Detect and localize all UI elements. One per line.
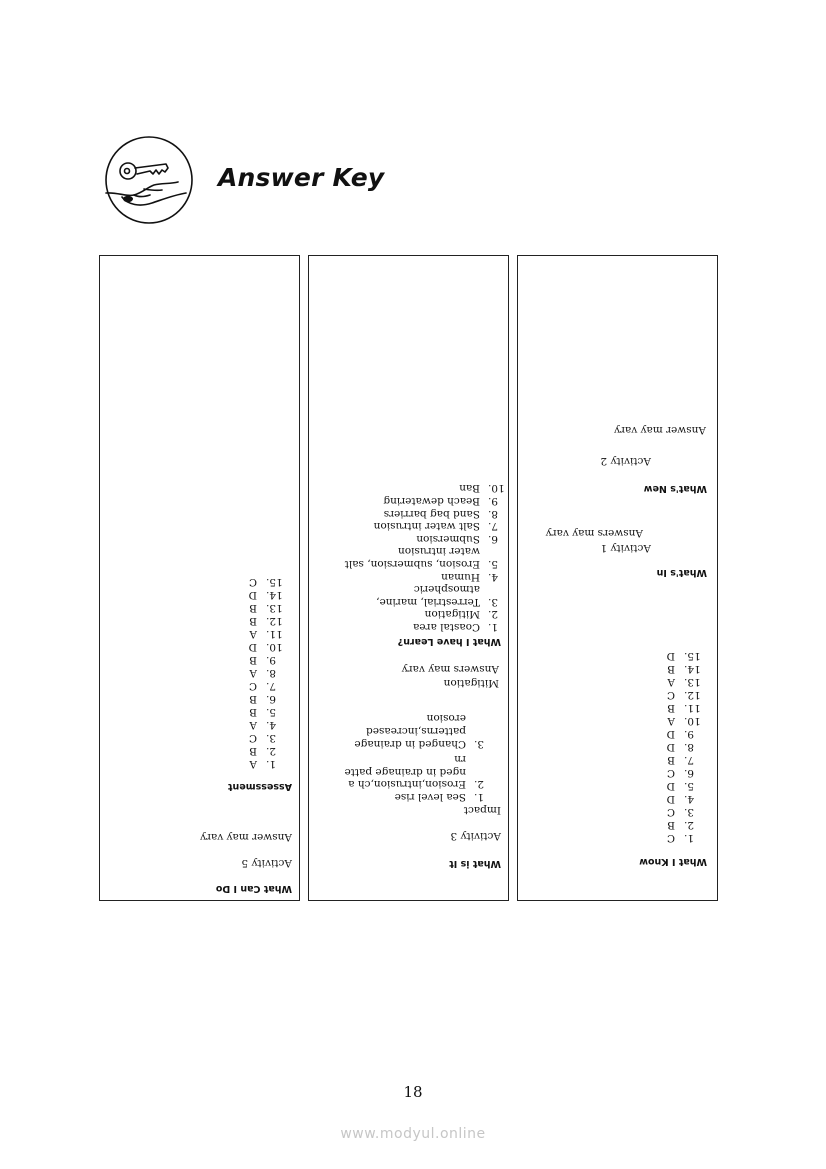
assessment-answer-list [249,575,290,770]
heading-whats-in: What's In [656,567,707,578]
activity-label: Activity 2 [600,455,651,467]
watermark: www.modyul.online [340,1126,486,1142]
panel-what-can-i-do-assessment [99,255,300,901]
list-item: 2. Mitigation [424,608,499,621]
list-item: 2. Erosion,intrusion,ch anged in drainage pattern [344,753,485,791]
list-item: 3. Changed in drainage patterns,increased erosion [354,712,485,750]
list-item: 10. D [248,641,283,653]
list-item: 2. B [249,745,277,757]
list-item: 14. B [667,663,701,675]
impact-list [316,712,491,803]
page-title: Answer Key [218,163,385,192]
heading-whats-new: What's New [643,483,707,494]
heading-what-i-have-learned: What I have Learn? [397,636,501,647]
list-item: 3. C [666,806,695,818]
list-item: 9. Beach dewatering [383,495,499,508]
note-text: Answer may vary [614,424,706,436]
heading-what-can-i-do: What Can I Do [215,883,292,894]
list-item: 4. A [249,719,277,731]
list-item: 13. B [249,602,283,614]
panel-what-is-it-what-i-have-learned [308,255,509,901]
activity-label: Activity 1 [600,542,651,554]
impact-label: Impact [463,804,501,816]
list-item: 4. D [666,793,695,805]
list-item: 5. B [249,706,277,718]
heading-assessment: Assessment [227,781,292,792]
list-item: 14. D [248,589,283,601]
panel-what-i-know-whats-in-whats-new [517,255,718,901]
list-item: 11. B [667,702,701,714]
list-item: 12. C [666,689,701,701]
list-item: 1. Sea level rise [394,791,485,803]
list-item: 10. A [667,715,701,727]
list-item: 8. D [666,741,695,753]
list-item: 15. D [666,650,701,662]
list-item: 5. Erosion, submersion, salt water intrusion [344,545,499,571]
list-item: 7. Salt water intrusion [373,520,499,533]
page-number: 18 [403,1083,423,1101]
list-item: 9. B [249,654,277,666]
list-item: 6. Submersion [416,532,499,545]
list-item: 7. B [667,754,695,766]
note-text: Answer may vary [200,831,292,843]
learned-list [315,482,505,633]
heading-what-is-it: What is It [449,858,501,869]
list-item: 8. Sand bag barriers [383,507,499,520]
list-item: 12. B [249,615,283,627]
activity-label: Activity 3 [450,830,501,842]
list-item: 7. C [248,680,277,692]
note-text: Answers may vary [545,527,643,539]
key-in-hand-icon [104,135,194,225]
list-item: 15. C [248,576,283,588]
list-item: 11. A [249,628,283,640]
list-item: 13. A [667,676,701,688]
what-i-know-answer-list [667,649,708,844]
list-item: 4. Human [441,570,499,583]
heading-what-i-know: What I Know [639,856,707,867]
list-item: 10. Ban [459,482,505,495]
list-item: 8. A [249,667,277,679]
list-item: 9. D [666,728,695,740]
list-item: 6. B [249,693,277,705]
list-item: 2. B [667,819,695,831]
list-item: 3. Terrestrial, marine, atmospheric [376,583,499,608]
list-item: 1. Coastal area [413,621,499,633]
list-item: 1. A [249,758,277,770]
note-text: Answers may vary [401,663,499,675]
list-item: 1. C [666,832,695,844]
activity-label: Activity 5 [241,857,292,869]
list-item: 5. D [666,780,695,792]
list-item: 6. C [666,767,695,779]
list-item: 3. C [248,732,277,744]
mitigation-label: Mitigation [443,677,499,689]
